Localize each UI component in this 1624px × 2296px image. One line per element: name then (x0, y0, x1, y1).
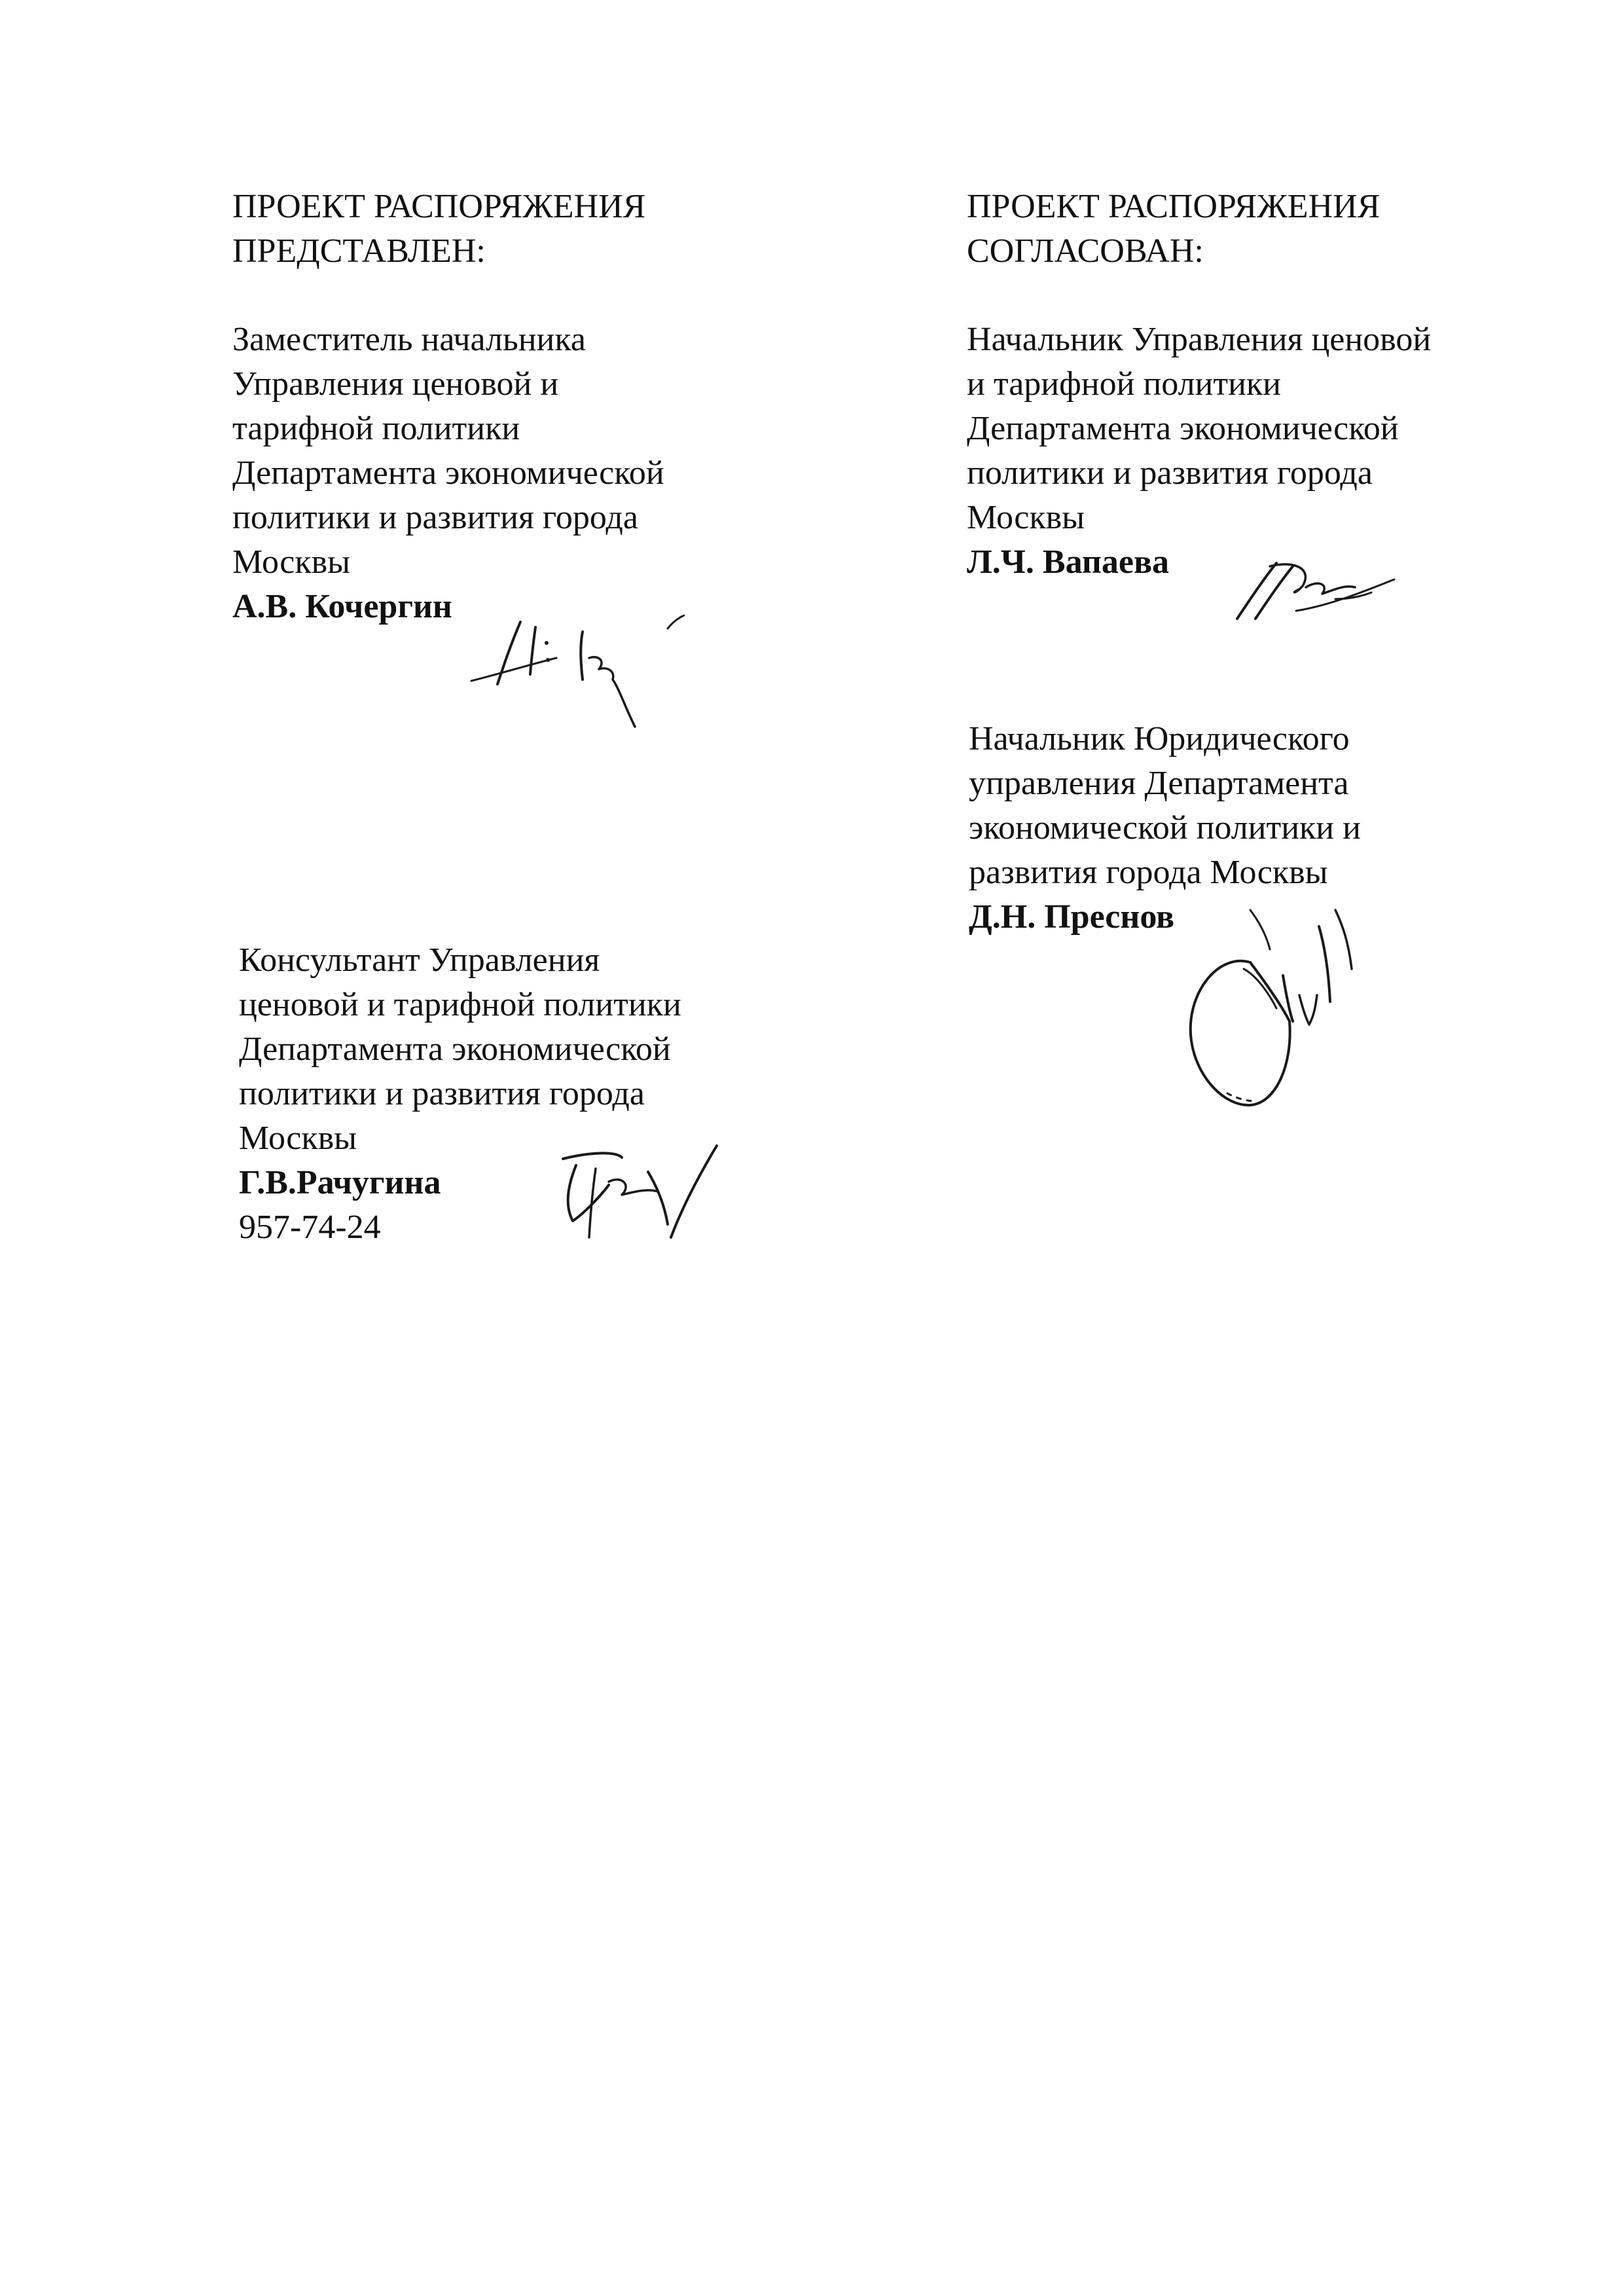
left-header-line-1: ПРОЕКТ РАСПОРЯЖЕНИЯ (232, 188, 646, 225)
position-line: развития города Москвы (969, 854, 1328, 891)
position-line: Начальник Юридического (969, 720, 1350, 757)
position-line: Москвы (232, 543, 351, 581)
signatory-vapaeva (967, 318, 1431, 585)
right-header-line-2: СОГЛАСОВАН: (967, 232, 1204, 270)
signatory-name: А.В. Кочергин (232, 588, 452, 625)
left-header-line-2: ПРЕДСТАВЛЕН: (232, 232, 486, 270)
position-line: Начальник Управления ценовой (967, 321, 1432, 358)
signatory-name: Д.Н. Преснов (969, 898, 1175, 936)
left-header (232, 185, 645, 274)
position-line: Заместитель начальника (232, 321, 586, 358)
position-line: Консультант Управления (239, 941, 600, 979)
position-line: политики и развития города (967, 454, 1373, 492)
position-line: и тарифной политики (967, 365, 1282, 403)
position-line: Департамента экономической (967, 410, 1399, 447)
kochergin-signature-icon (458, 602, 707, 746)
position-line: Москвы (967, 499, 1085, 536)
position-line: тарифной политики (232, 410, 520, 447)
presnov-signature-icon (1172, 897, 1368, 1120)
position-line: Департамента экономической (232, 454, 664, 492)
position-line: Москвы (239, 1120, 357, 1157)
vapaeva-signature-icon (1231, 553, 1401, 625)
position-line: Департамента экономической (239, 1030, 671, 1068)
position-line: Управления ценовой и (232, 365, 559, 403)
position-line: политики и развития города (239, 1075, 645, 1112)
right-header-line-1: ПРОЕКТ РАСПОРЯЖЕНИЯ (967, 188, 1380, 225)
position-line: политики и развития города (232, 499, 638, 536)
phone-number: 957-74-24 (239, 1209, 381, 1246)
signatory-name: Л.Ч. Вапаева (967, 543, 1170, 581)
position-line: ценовой и тарифной политики (239, 986, 681, 1023)
rachugina-signature-icon (550, 1139, 727, 1257)
right-header (967, 185, 1380, 274)
position-line: экономической политики и (969, 809, 1361, 847)
position-line: управления Департамента (969, 765, 1349, 802)
signatory-kochergin (232, 318, 664, 629)
signatory-name: Г.В.Рачугина (239, 1164, 441, 1201)
